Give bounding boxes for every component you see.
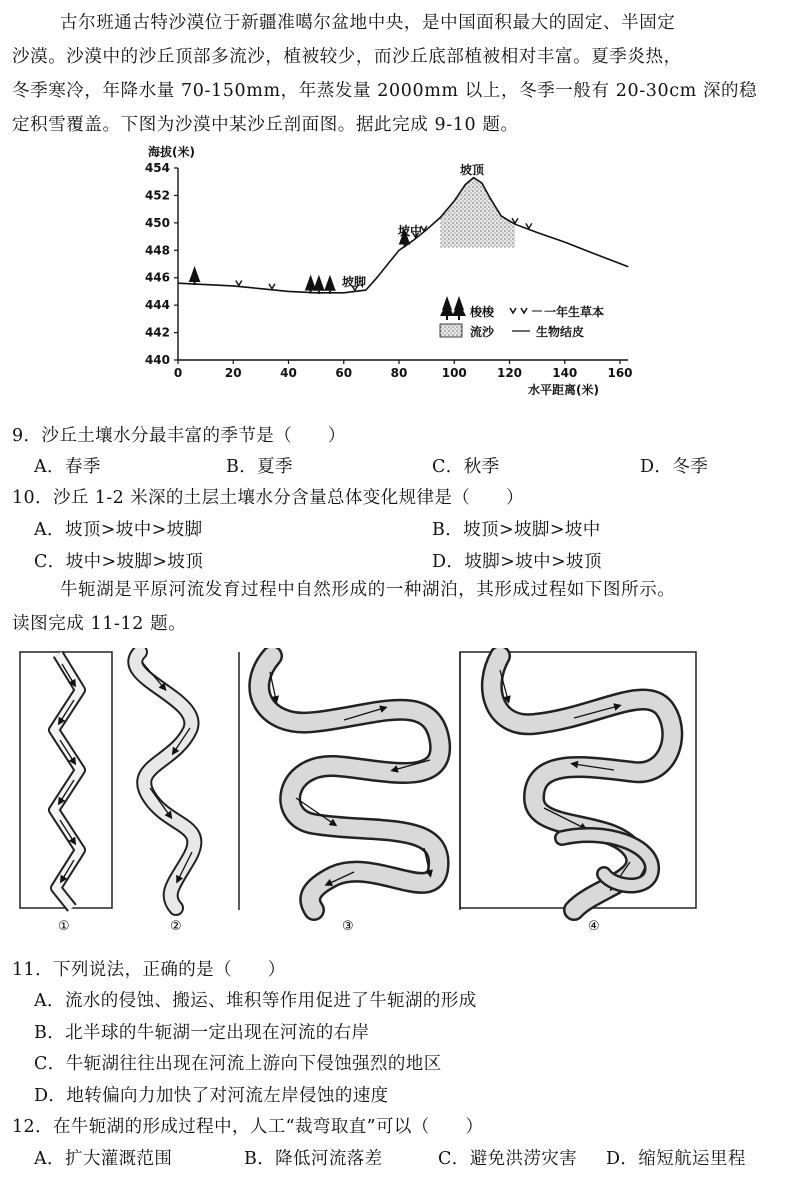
q9-stem: 9．沙丘土壤水分最丰富的季节是（ ） (12, 426, 346, 446)
q12-option-d[interactable]: D．缩短航运里程 (606, 1149, 746, 1169)
passage-1 (12, 6, 784, 142)
q11-option-b[interactable]: B．北半球的牛轭湖一定出现在河流的右岸 (34, 1023, 370, 1043)
passage-2 (12, 573, 784, 641)
x-tick-label: 60 (335, 366, 353, 380)
x-tick-label: 140 (552, 366, 578, 380)
saxaul-icon (313, 275, 325, 291)
legend-crust: 生物结皮 (536, 325, 585, 339)
saxaul-trunk (318, 291, 320, 294)
legend (440, 296, 604, 339)
legend-herb: 一年生草本 (544, 305, 605, 319)
passage-1-line: 冬季寒冷，年降水量 70-150mm，年蒸发量 2000mm 以上，冬季一般有 20-30cm 深的稳 (12, 81, 758, 101)
saxaul-trunk (194, 282, 196, 285)
q10-option-c[interactable]: C．坡中>坡脚>坡顶 (34, 552, 204, 572)
sand-patch (440, 178, 515, 248)
x-tick-label: 40 (280, 366, 297, 380)
river-stage-3 (259, 656, 440, 910)
y-tick-label: 448 (144, 243, 170, 258)
herb-icon (236, 280, 242, 285)
y-axis-label: 海拔(米) (148, 145, 195, 159)
x-tick-label: 120 (496, 366, 523, 380)
river-stage-4 (492, 656, 672, 910)
legend-sand: 流沙 (470, 325, 495, 339)
y-tick-label: 446 (144, 270, 170, 285)
saxaul-icon (324, 275, 336, 291)
river-stage-1 (54, 654, 80, 908)
y-axis (145, 161, 178, 367)
legend-saxaul: 梭梭 (470, 305, 495, 319)
oxbow-lake-figure (14, 648, 704, 938)
x-axis (174, 360, 633, 380)
q9-option-a[interactable]: A．春季 (34, 457, 101, 477)
q9-option-b[interactable]: B．夏季 (226, 457, 293, 477)
saxaul-legend-icon (440, 296, 466, 320)
passage-2-line: 读图完成 11-12 题。 (12, 614, 187, 634)
q9-option-c[interactable]: C．秋季 (432, 457, 500, 477)
y-tick-label: 452 (144, 188, 170, 203)
panel-label-1: ① (58, 919, 70, 934)
y-tick-label: 440 (144, 353, 170, 367)
herb-icon (526, 223, 532, 228)
q10-stem: 10．沙丘 1-2 米深的土层土壤水分含量总体变化规律是（ ） (12, 488, 524, 508)
sand-legend-swatch (440, 324, 462, 337)
q12-option-c[interactable]: C．避免洪涝灾害 (438, 1149, 578, 1169)
q10-option-b[interactable]: B．坡顶>坡脚>坡中 (432, 520, 601, 540)
panel-label-2: ② (170, 919, 182, 934)
dune-profile-chart (140, 138, 640, 400)
q10-option-d[interactable]: D．坡脚>坡中>坡顶 (432, 552, 602, 572)
herb-icon (269, 284, 275, 289)
q11-option-d[interactable]: D．地转偏向力加快了对河流左岸侵蚀的速度 (34, 1086, 389, 1106)
x-tick-label: 20 (224, 366, 242, 380)
q12-stem: 12．在牛轭湖的形成过程中，人工“裁弯取直”可以（ ） (12, 1117, 484, 1137)
annotation-middle: 坡中 (398, 224, 423, 238)
herb-legend-icon (510, 308, 527, 313)
river-stage-2 (135, 652, 194, 908)
y-tick-label: 442 (144, 325, 170, 340)
saxaul-icon (189, 266, 201, 282)
saxaul-trunk (404, 244, 406, 247)
q9-option-d[interactable]: D．冬季 (640, 457, 709, 477)
x-tick-label: 80 (390, 366, 408, 380)
q12-option-a[interactable]: A．扩大灌溉范围 (34, 1149, 173, 1169)
y-tick-label: 454 (144, 161, 170, 175)
q11-stem: 11．下列说法，正确的是（ ） (12, 960, 286, 980)
x-tick-label: 100 (441, 366, 467, 380)
annotation-foot: 坡脚 (342, 275, 367, 289)
x-tick-label: 160 (607, 366, 633, 380)
annotation-top: 坡顶 (460, 163, 485, 177)
y-tick-label: 444 (144, 298, 170, 313)
x-axis-label: 水平距离(米) (528, 383, 599, 397)
passage-1-line: 古尔班通古特沙漠位于新疆准噶尔盆地中央，是中国面积最大的固定、半固定 (60, 13, 676, 33)
q12-option-b[interactable]: B．降低河流落差 (244, 1149, 383, 1169)
panel-label-4: ④ (588, 919, 600, 934)
passage-1-line: 定积雪覆盖。下图为沙漠中某沙丘剖面图。据此完成 9-10 题。 (12, 115, 519, 135)
y-tick-label: 450 (144, 215, 170, 230)
panel-label-3: ③ (342, 919, 354, 934)
passage-2-line: 牛轭湖是平原河流发育过程中自然形成的一种湖泊，其形成过程如下图所示。 (60, 580, 676, 600)
q11-option-a[interactable]: A．流水的侵蚀、搬运、堆积等作用促进了牛轭湖的形成 (34, 991, 477, 1011)
saxaul-trunk (329, 291, 331, 294)
passage-1-line: 沙漠。沙漠中的沙丘顶部多流沙，植被较少，而沙丘底部植被相对丰富。夏季炎热， (12, 47, 682, 67)
q11-option-c[interactable]: C．牛轭湖往往出现在河流上游向下侵蚀强烈的地区 (34, 1054, 442, 1074)
saxaul-trunk (310, 291, 312, 294)
q10-option-a[interactable]: A．坡顶>坡中>坡脚 (34, 520, 203, 540)
x-tick-label: 0 (173, 366, 183, 380)
